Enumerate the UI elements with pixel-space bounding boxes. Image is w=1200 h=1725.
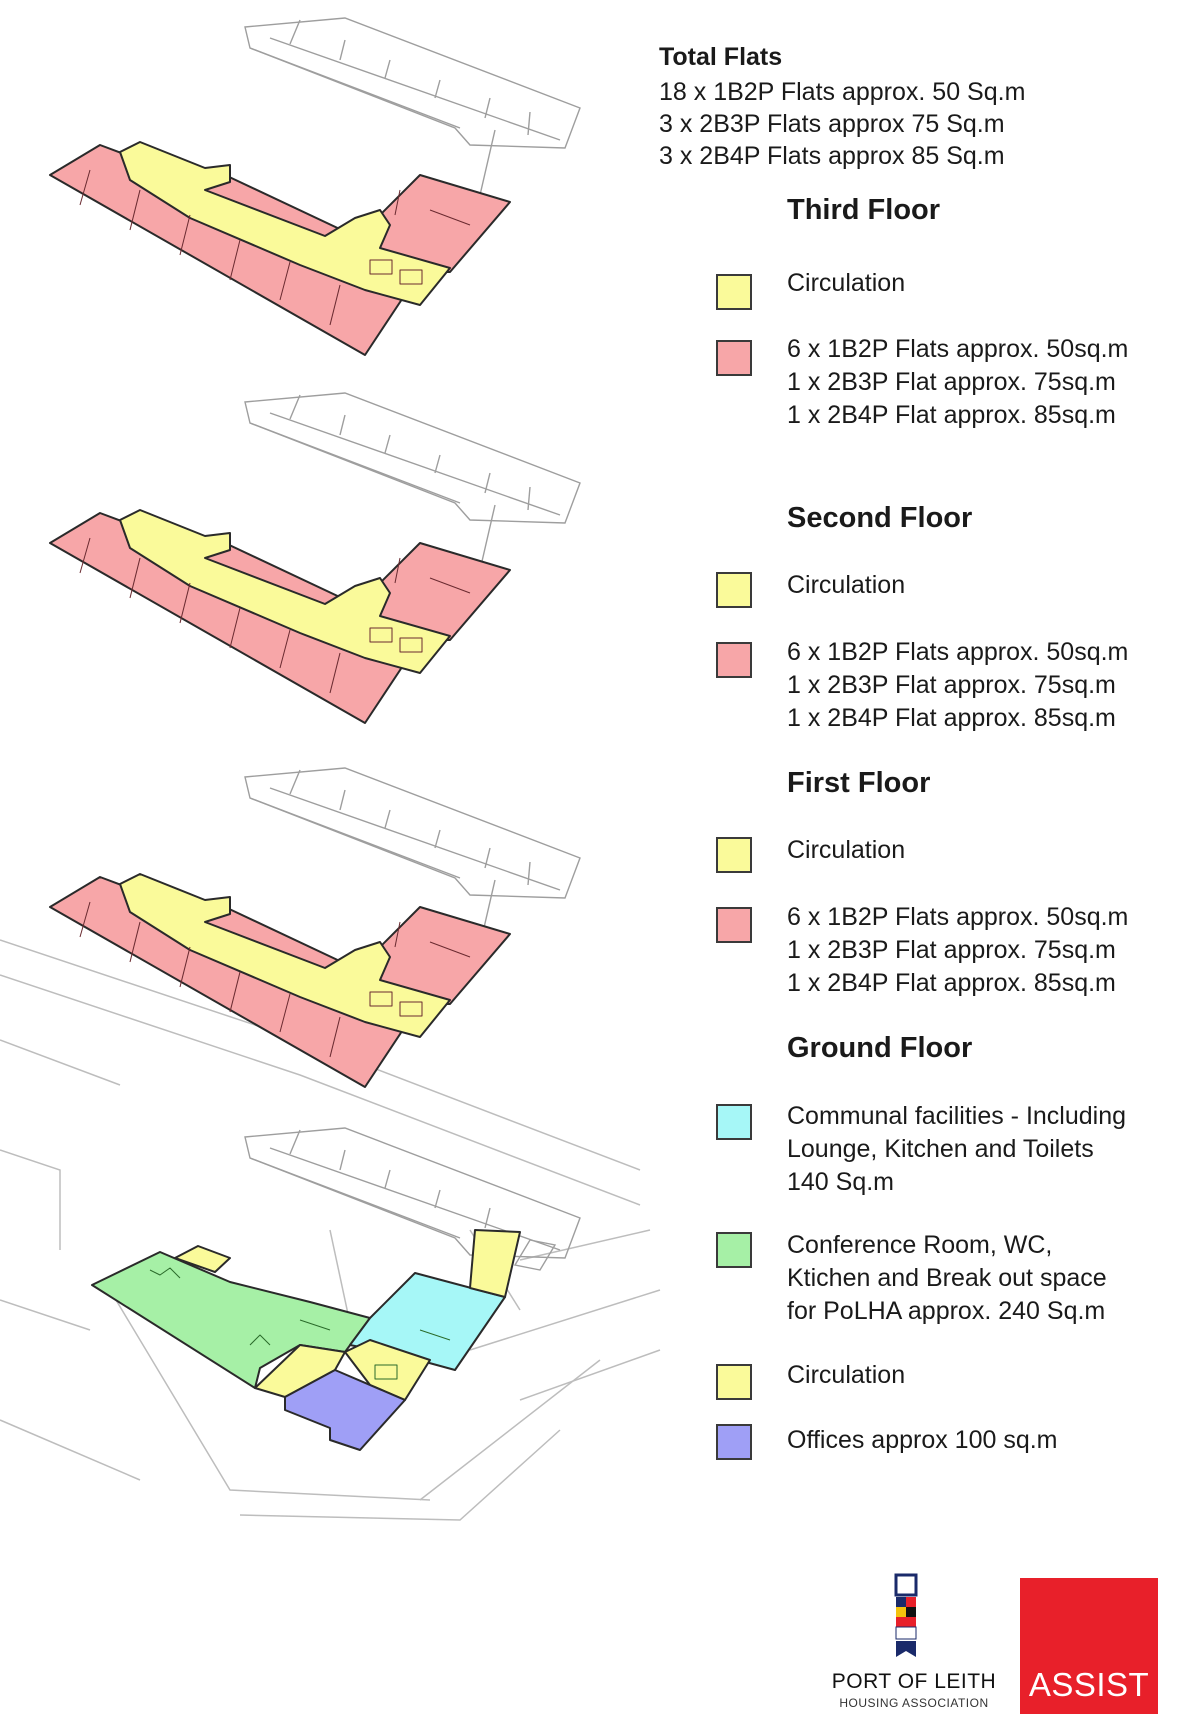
ground-floor-conference-swatch <box>716 1232 752 1268</box>
ground-floor-offices-label: Offices approx 100 sq.m <box>787 1426 1058 1454</box>
third-floor-circulation-label: Circulation <box>787 269 906 297</box>
assist-logo <box>1020 1578 1158 1714</box>
total-flats-line: 18 x 1B2P Flats approx. 50 Sq.m <box>659 78 1026 106</box>
third-floor-circulation-swatch <box>716 274 752 310</box>
second-floor-plan <box>50 510 510 723</box>
ground-floor-circulation-label: Circulation <box>787 1361 906 1389</box>
third-floor-title: Third Floor <box>787 194 941 226</box>
ground-floor-conference-label: Conference Room, WC, Ktichen and Break out space for PoLHA approx. 240 Sq.m <box>787 1231 1107 1325</box>
total-flats-line: 3 x 2B3P Flats approx 75 Sq.m <box>659 110 1005 138</box>
first-floor-circulation-label: Circulation <box>787 836 906 864</box>
first-floor-flats-swatch <box>716 907 752 943</box>
ground-floor-communal-swatch <box>716 1104 752 1140</box>
ground-floor-communal-label: Communal facilities - Including Lounge, Kitchen and Toilets 140 Sq.m <box>787 1102 1127 1196</box>
polha-subtitle: HOUSING ASSOCIATION <box>839 1696 989 1710</box>
second-floor-flats-swatch <box>716 642 752 678</box>
total-flats-title: Total Flats <box>659 43 783 71</box>
assist-wordmark: ASSIST <box>1028 1666 1150 1703</box>
ground-floor-circulation-d <box>470 1230 520 1297</box>
total-flats-line: 3 x 2B4P Flats approx 85 Sq.m <box>659 142 1005 170</box>
ground-floor-plan <box>92 1230 520 1450</box>
ghost-block-ground <box>245 1128 580 1270</box>
ground-floor-title: Ground Floor <box>787 1032 973 1064</box>
polha-wordmark <box>826 1670 1002 1710</box>
ground-floor-circulation-swatch <box>716 1364 752 1400</box>
polha-flag-icon <box>893 1573 923 1669</box>
second-floor-flats-label: 6 x 1B2P Flats approx. 50sq.m 1 x 2B3P Flat approx. 75sq.m 1 x 2B4P Flat approx. 85sq.m <box>787 638 1129 732</box>
third-floor-flats-label: 6 x 1B2P Flats approx. 50sq.m 1 x 2B3P Flat approx. 75sq.m 1 x 2B4P Flat approx. 85sq.m <box>787 335 1129 429</box>
first-floor-plan <box>50 874 510 1087</box>
second-floor-circulation-swatch <box>716 572 752 608</box>
first-floor-flats-label: 6 x 1B2P Flats approx. 50sq.m 1 x 2B3P Flat approx. 75sq.m 1 x 2B4P Flat approx. 85sq.m <box>787 903 1129 997</box>
polha-name: PORT OF LEITH <box>831 1670 997 1693</box>
ground-floor-offices-swatch <box>716 1424 752 1460</box>
ghost-block-second <box>245 393 580 570</box>
first-floor-circulation-swatch <box>716 837 752 873</box>
second-floor-title: Second Floor <box>787 502 973 534</box>
first-floor-title: First Floor <box>787 767 931 799</box>
third-floor-plan <box>50 142 510 355</box>
second-floor-circulation-label: Circulation <box>787 571 906 599</box>
third-floor-flats-swatch <box>716 340 752 376</box>
ghost-block-third <box>245 18 580 195</box>
